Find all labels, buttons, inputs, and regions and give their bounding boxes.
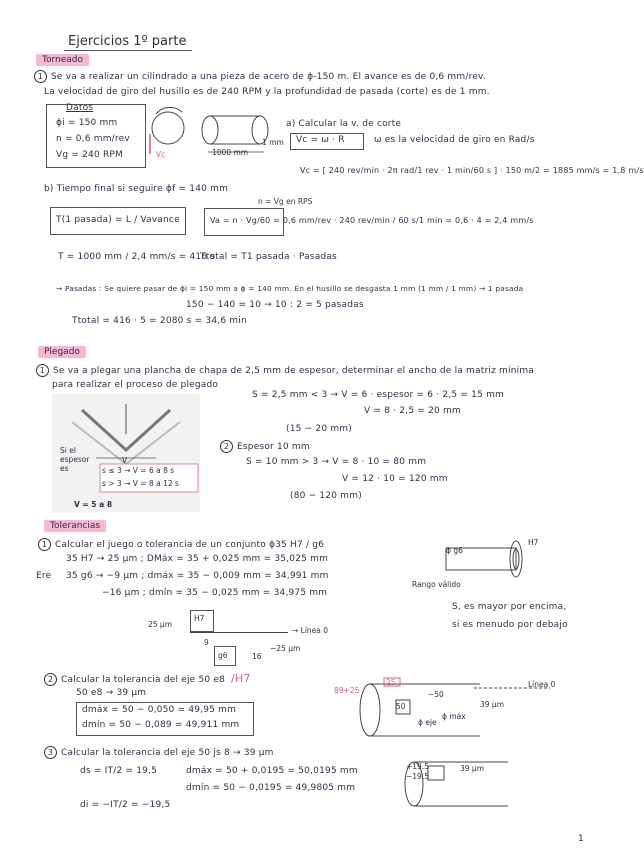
title-underline (64, 50, 192, 51)
fig-rule-2: s > 3 → V = 8 a 12 s (102, 479, 179, 488)
plegado-s6: (80 − 120 mm) (290, 491, 362, 501)
exercise-3-tolerancias (44, 746, 274, 759)
rango-valido: Rango válido (412, 580, 461, 589)
exercise-text-line2: La velocidad de giro del husillo es de 240 RPM y la profundidad de pasada (corte) es de 1 mm. (44, 87, 490, 97)
nota-2: si es menudo por debajo (452, 620, 568, 630)
val-25: 25 μm (148, 620, 173, 629)
pasadas-calculation: 150 − 140 = 10 → 10 : 2 = 5 pasadas (186, 300, 364, 310)
plegado-s5: V = 12 · 10 = 120 mm (342, 474, 448, 484)
e8-line: 50 e8 → 39 μm (76, 688, 147, 698)
omega-note: ω es la velocidad de giro en Rad/s (374, 135, 535, 145)
dato-2: n = 0,6 mm/rev (56, 134, 130, 144)
tol-line-3: −16 μm ; dmín = 35 − 0,025 mm = 34,975 mm (102, 588, 328, 598)
fig2-c: 39 μm (480, 700, 505, 709)
t-formula: T(1 pasada) = L / Vavance (56, 215, 180, 225)
exercise-text: Espesor 10 mm (237, 442, 310, 452)
linea-0: → Línea 0 (292, 626, 329, 635)
exercise-text: Calcular la tolerancia del eje 50 js 8 → 39 μm (61, 748, 274, 758)
pasadas-line: → Pasadas : Se quiere pasar de ϕi = 150 mm a ϕ = 140 mm. En el husillo se desgasta 1 mm (1 mm / 1 mm) → 1 pasada (56, 284, 524, 293)
fig3-a: 39 μm (460, 764, 485, 773)
exercise-1-torneado (34, 70, 486, 83)
exercise-text: Se va a plegar una plancha de chapa de 2,5 mm de espesor, determinar el ancho de la matriz mínima (53, 366, 535, 376)
fig2-h: ϕ máx (442, 712, 466, 721)
fig2-e: 50 (396, 702, 406, 711)
shaft-hole-figure (438, 534, 558, 584)
js-di: di = −IT/2 = −19,5 (80, 800, 171, 810)
section-torneado: Torneado (36, 54, 89, 66)
plegado-s4: S = 10 mm > 3 → V = 8 · 10 = 80 mm (246, 457, 427, 467)
part-b-label: b) Tiempo final si seguire ϕf = 140 mm (44, 184, 229, 194)
e8-dmax: dmáx = 50 − 0,050 = 49,95 mm (82, 705, 237, 715)
zero-line (190, 632, 288, 633)
number-1-badge: 1 (34, 70, 47, 83)
js-dmin: dmín = 50 − 0,0195 = 49,9805 mm (186, 783, 356, 793)
fig-g6-label: ϕ g6 (446, 546, 463, 555)
tol-line-2: 35 g6 → −9 μm ; dmáx = 35 − 0,009 mm = 34,991 mm (66, 571, 329, 581)
val-9: 9 (204, 638, 209, 647)
fig-rule-1: s ≤ 3 → V = 6 a 8 s (102, 466, 175, 475)
vc-formula: Vc = ω · R (296, 135, 345, 145)
fig-v-label: V (122, 456, 128, 465)
fig2-d: Línea 0 (528, 680, 556, 689)
exercise-text: Se va a realizar un cilindrado a una pieza de acero de ϕ-150 m. El avance es de 0,6 mm/rev. (51, 72, 486, 82)
datos-title: Datos (66, 103, 94, 113)
tol-ere: Ere (36, 571, 52, 581)
exercise-2-tolerancias (44, 672, 251, 686)
exercise-1-plegado (36, 364, 534, 377)
val-25b: −25 μm (270, 644, 301, 653)
tol-line-1: 35 H7 → 25 μm ; DMáx = 35 + 0,025 mm = 35,025 mm (66, 554, 329, 564)
section-plegado: Plegado (38, 346, 86, 358)
vc-calculation: Vc = [ 240 rev/min · 2π rad/1 rev · 1 min/60 s ] · 150 m/2 = 1885 mm/s = 1,8 m/s (300, 166, 644, 175)
val-16: 16 (252, 652, 262, 661)
section-tolerancias: Tolerancias (44, 520, 106, 532)
fig-h7-label: H7 (528, 538, 539, 547)
fig3-c: −19.5 (406, 772, 429, 781)
exercise-text: Calcular la tolerancia del eje 50 e8 (61, 675, 226, 685)
number-2-badge: 2 (44, 673, 57, 686)
fig2-b: −50 (428, 690, 444, 699)
plegado-s3: (15 − 20 mm) (286, 424, 352, 434)
fig2-f: 25 (386, 678, 396, 687)
plegado-s2: V = 8 · 2,5 = 20 mm (364, 406, 461, 416)
t-total-formula: Ttotal = T1 pasada · Pasadas (200, 252, 337, 262)
number-2-badge: 2 (220, 440, 233, 453)
js-dmax: dmáx = 50 + 0,0195 = 50,0195 mm (186, 766, 358, 776)
exercise-1-tolerancias (38, 538, 324, 551)
g6-zone-label: g6 (218, 651, 228, 660)
exercise-text-line2: para realizar el proceso de plegado (52, 380, 219, 390)
t-total-calculation: Ttotal = 416 · 5 = 2080 s = 34,6 min (72, 316, 247, 326)
exercise-2-plegado (220, 440, 310, 453)
h7-red-note: /H7 (231, 672, 251, 685)
part-a-label: a) Calcular la v. de corte (286, 119, 402, 129)
t-calculation: T = 1000 mm / 2,4 mm/s = 416 s (58, 252, 216, 262)
plegado-s1: S = 2,5 mm < 3 → V = 6 · espesor = 6 · 2,5 = 15 mm (252, 390, 505, 400)
js-ds: ds = IT/2 = 19,5 (80, 766, 158, 776)
dato-3: Vg = 240 RPM (56, 150, 124, 160)
dato-1: ϕi = 150 mm (56, 118, 118, 128)
number-1-badge: 1 (38, 538, 51, 551)
vc-fig-label: Vc (156, 150, 166, 159)
number-3-badge: 3 (44, 746, 57, 759)
fig2-g: ϕ eje (418, 718, 437, 727)
va-note: n = Vg en RPS (258, 197, 313, 206)
e8-dmin: dmín = 50 − 0,089 = 49,911 mm (82, 720, 240, 730)
length-label: 1000 mm (212, 148, 249, 157)
h7-zone-label: H7 (194, 614, 205, 623)
fig2-a: 89+25 (334, 686, 360, 695)
page-title: Ejercicios 1º parte (68, 34, 187, 49)
depth-label: 1 mm (262, 138, 284, 147)
fig-v: V = 5 a 8 (74, 500, 113, 509)
page-number: 1 (578, 834, 584, 844)
number-1-badge: 1 (36, 364, 49, 377)
nota-1: S, es mayor por encima, (452, 602, 567, 612)
fig-note: Si el espesor es (60, 446, 90, 473)
fig3-b: +19.5 (406, 762, 429, 771)
va-calculation: Va = n · Vg/60 = 0,6 mm/rev · 240 rev/min / 60 s/1 min = 0,6 · 4 = 2,4 mm/s (210, 216, 534, 225)
exercise-text: Calcular el juego o tolerancia de un conjunto ϕ35 H7 / g6 (55, 540, 325, 550)
